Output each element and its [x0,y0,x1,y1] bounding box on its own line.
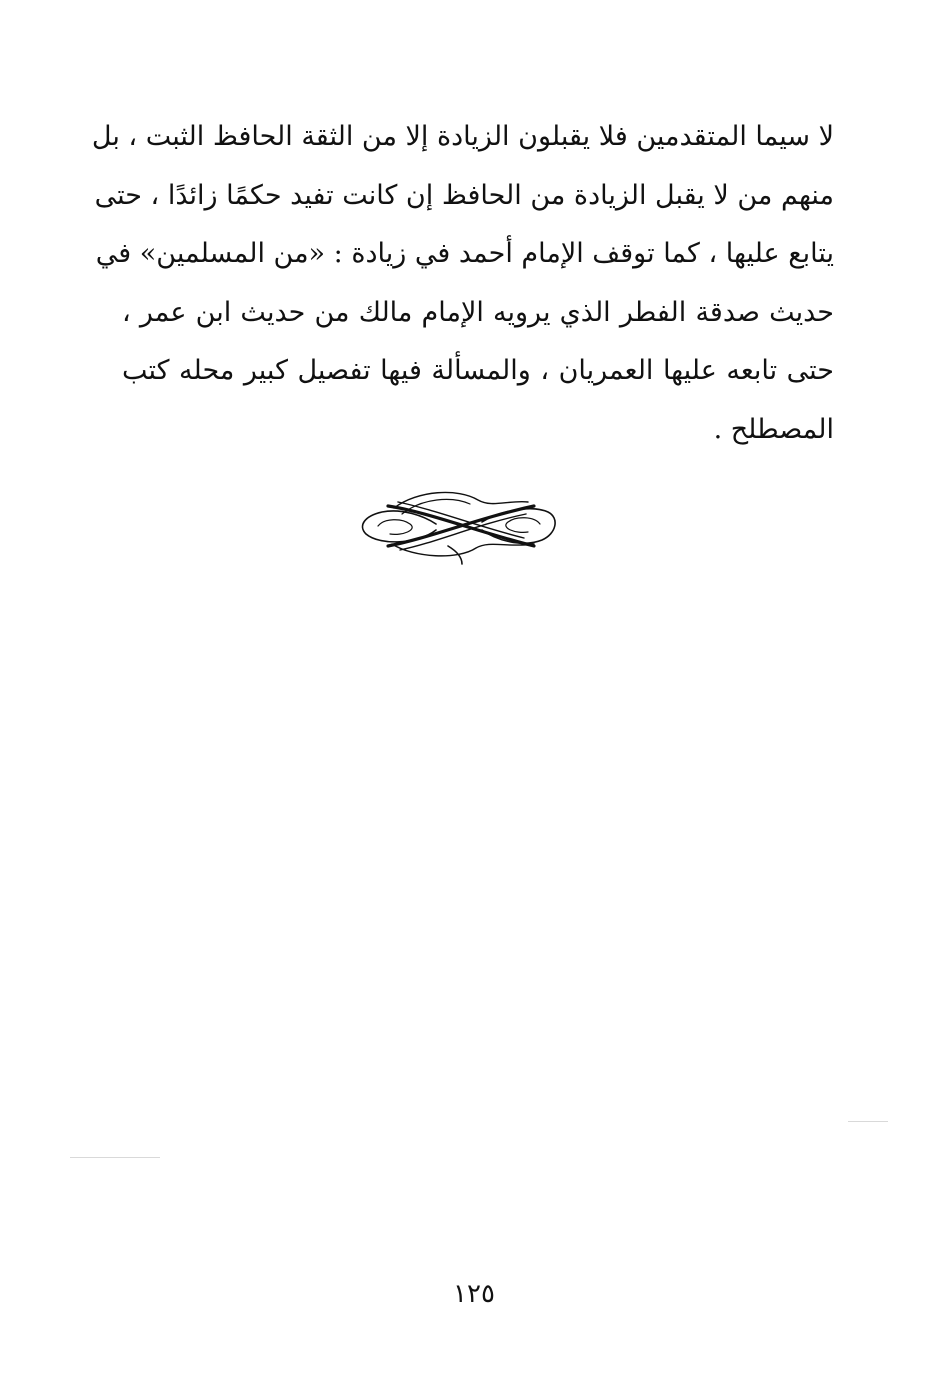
page-number: ١٢٥ [453,1279,495,1309]
scan-speck [70,1157,160,1158]
body-paragraph [91,108,834,460]
text-line-2: منهم من لا يقبل الزيادة من الحافظ إن كانت تفيد حكمًا زائدًا ، حتى [94,179,834,211]
scan-speck [848,1121,888,1122]
text-line-5: حتى تابعه عليها العمريان ، والمسألة فيها تفصيل كبير محله كتب [122,355,834,387]
text-line-6: المصطلح . [713,413,834,445]
decorative-flourish-icon [358,486,560,566]
text-line-3: يتابع عليها ، كما توقف الإمام أحمد في زيادة : «من المسلمين» في [95,238,834,270]
text-line-1: لا سيما المتقدمين فلا يقبلون الزيادة إلا من الثقة الحافظ الثبت ، بل [91,121,834,152]
text-line-4: حديث صدقة الفطر الذي يرويه الإمام مالك من حديث ابن عمر ، [122,296,834,328]
